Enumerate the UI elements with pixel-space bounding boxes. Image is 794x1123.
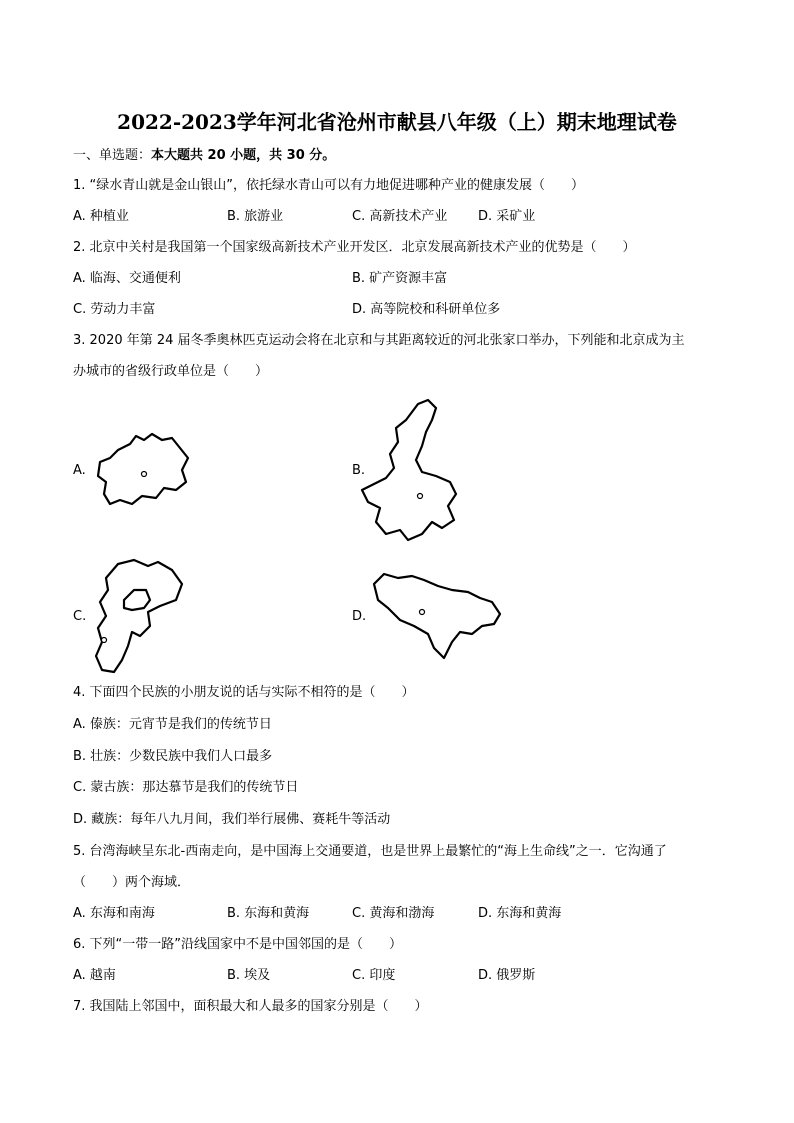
option: C. 劳动力丰富 [73, 302, 156, 317]
question-5-stem: 5. 台湾海峡呈东北-西南走向，是中国海上交通要道，也是世界上最繁忙的“海上生命线”之一．它沟通了 [73, 844, 667, 859]
question-2-stem: 2. 北京中关村是我国第一个国家级高新技术产业开发区．北京发展高新技术产业的优势是（ ） [73, 240, 636, 255]
option: A. [73, 463, 86, 478]
option: C. 印度 [352, 968, 396, 983]
option: B. 矿产资源丰富 [352, 271, 448, 286]
section-header [73, 148, 335, 164]
option: A. 傣族：元宵节是我们的传统节日 [73, 717, 272, 732]
option: D. 俄罗斯 [478, 968, 536, 983]
option: B. 壮族：少数民族中我们人口最多 [73, 749, 273, 764]
question-3-stem: 3. 2020 年第 24 届冬季奥林匹克运动会将在北京和与其距离较近的河北张家口举办，下列能和北京成为主 [73, 333, 685, 348]
option: B. 旅游业 [227, 209, 284, 224]
question-5-stem-cont: （ ）两个海域． [73, 875, 191, 890]
question-6-stem: 6. 下列“一带一路”沿线国家中不是中国邻国的是（ ） [73, 937, 403, 952]
question-1-stem: 1. “绿水青山就是金山银山”，依托绿水青山可以有力地促进哪种产业的健康发展（ ） [73, 178, 585, 193]
province-map-b [356, 398, 464, 544]
province-map-c [88, 556, 188, 676]
option: B. 埃及 [227, 968, 271, 983]
page-title: 2022-2023学年河北省沧州市献县八年级（上）期末地理试卷 [117, 110, 677, 134]
option: C. 黄海和渤海 [352, 906, 435, 921]
section-desc: 本大题共 20 小题，共 30 分。 [151, 148, 336, 163]
question-7-stem: 7. 我国陆上邻国中，面积最大和人最多的国家分别是（ ） [73, 999, 428, 1014]
option: D. [352, 609, 367, 624]
option: A. 种植业 [73, 209, 129, 224]
option: A. 越南 [73, 968, 116, 983]
option: A. 东海和南海 [73, 906, 155, 921]
province-map-d [368, 568, 504, 664]
section-prefix: 一、单选题： [73, 148, 152, 163]
option: C. 高新技术产业 [352, 209, 448, 224]
province-map-a [92, 430, 192, 510]
question-3-stem-cont: 办城市的省级行政单位是（ ） [73, 364, 269, 379]
question-4-stem: 4. 下面四个民族的小朋友说的话与实际不相符的是（ ） [73, 685, 415, 700]
option: B. [352, 463, 366, 478]
option: D. 高等院校和科研单位多 [352, 302, 501, 317]
option: A. 临海、交通便利 [73, 271, 181, 286]
option: D. 采矿业 [478, 209, 536, 224]
option: B. 东海和黄海 [227, 906, 310, 921]
option: D. 藏族：每年八九月间，我们举行展佛、赛耗牛等活动 [73, 812, 391, 827]
option: D. 东海和黄海 [478, 906, 562, 921]
option: C. 蒙古族：那达慕节是我们的传统节日 [73, 780, 299, 795]
option: C. [73, 609, 87, 624]
